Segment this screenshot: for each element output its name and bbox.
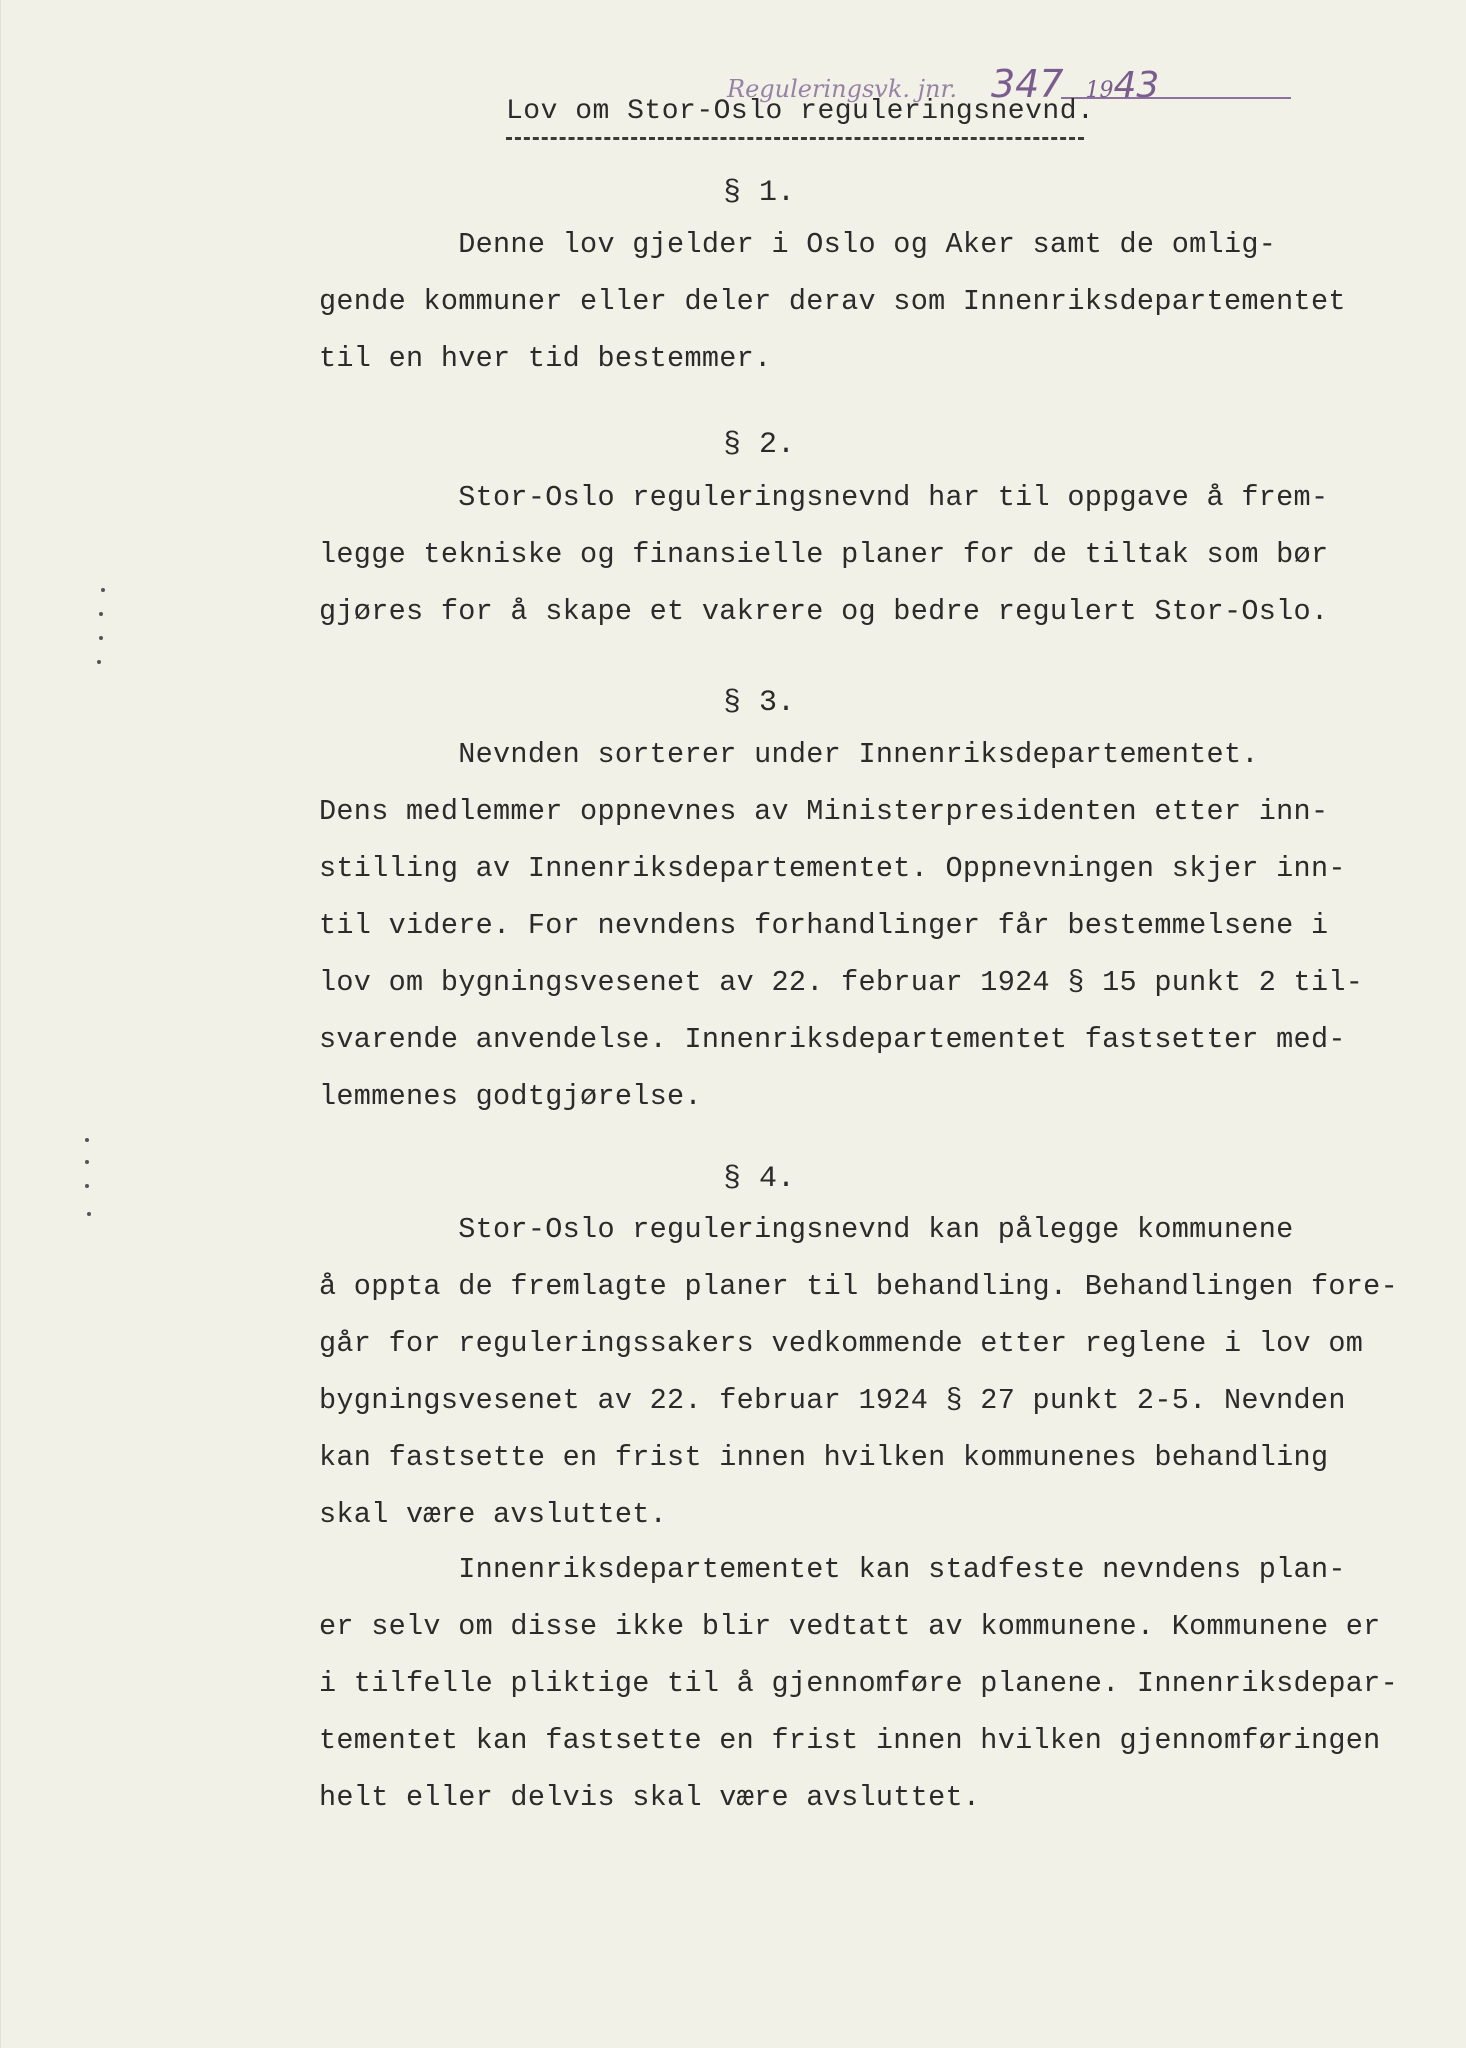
title-underline: [506, 137, 1084, 140]
punch-mark: [99, 636, 103, 640]
section-heading-4: § 4.: [723, 1162, 796, 1196]
text-line: Dens medlemmer oppnevnes av Ministerpresidenten etter inn-: [319, 795, 1329, 828]
punch-mark: [99, 612, 103, 616]
text-line: lov om bygningsvesenet av 22. februar 1924 § 15 punkt 2 til-: [319, 966, 1364, 999]
text-line: til en hver tid bestemmer.: [319, 342, 772, 375]
text-line: gjøres for å skape et vakrere og bedre regulert Stor-Oslo.: [319, 595, 1329, 628]
section-heading-3: § 3.: [723, 686, 796, 720]
text-line: legge tekniske og finansielle planer for de tiltak som bør: [319, 538, 1329, 571]
text-line: bygningsvesenet av 22. februar 1924 § 27 punkt 2-5. Nevnden: [319, 1384, 1346, 1417]
punch-mark: [101, 588, 105, 592]
text-line: svarende anvendelse. Innenriksdepartementet fastsetter med-: [319, 1023, 1346, 1056]
text-line: til videre. For nevndens forhandlinger får bestemmelsene i: [319, 909, 1329, 942]
text-line: skal være avsluttet.: [319, 1498, 668, 1531]
text-line: Innenriksdepartementet kan stadfeste nevndens plan-: [319, 1553, 1346, 1586]
section-2-paragraph-1: [319, 481, 1409, 652]
punch-mark: [85, 1138, 89, 1142]
text-line: Nevnden sorterer under Innenriksdepartementet.: [319, 738, 1259, 771]
stamp-year-suffix: 43: [1113, 65, 1160, 106]
stamp-underline: [1061, 97, 1291, 99]
stamp-text: Reguleringsvk. jnr.: [727, 75, 957, 103]
section-4-paragraph-2: [319, 1553, 1409, 1838]
punch-mark: [85, 1184, 89, 1188]
section-3-paragraph-1: [319, 738, 1409, 1137]
text-line: kan fastsette en frist innen hvilken kommunenes behandling: [319, 1441, 1329, 1474]
punch-mark: [97, 660, 101, 664]
section-1-paragraph-1: [319, 228, 1409, 399]
punch-mark: [87, 1212, 91, 1216]
text-line: tementet kan fastsette en frist innen hvilken gjennomføringen: [319, 1724, 1381, 1757]
text-line: Stor-Oslo reguleringsnevnd har til oppgave å frem-: [319, 481, 1329, 514]
text-line: lemmenes godtgjørelse.: [319, 1080, 702, 1113]
text-line: Denne lov gjelder i Oslo og Aker samt de omlig-: [319, 228, 1277, 261]
text-line: går for reguleringssakers vedkommende etter reglene i lov om: [319, 1327, 1364, 1360]
section-4-paragraph-1: [319, 1213, 1409, 1555]
stamp-number: 347: [990, 62, 1064, 106]
text-line: i tilfelle pliktige til å gjennomføre planene. Innenriksdepar-: [319, 1667, 1398, 1700]
text-line: er selv om disse ikke blir vedtatt av kommunene. Kommunene er: [319, 1610, 1381, 1643]
text-line: gende kommuner eller deler derav som Innenriksdepartementet: [319, 285, 1346, 318]
section-heading-2: § 2.: [723, 428, 796, 462]
text-line: helt eller delvis skal være avsluttet.: [319, 1781, 981, 1814]
stamp-year-prefix: 19: [1085, 78, 1114, 103]
document-title: Lov om Stor-Oslo reguleringsnevnd.: [506, 96, 1095, 127]
text-line: å oppta de fremlagte planer til behandling. Behandlingen fore-: [319, 1270, 1398, 1303]
text-line: stilling av Innenriksdepartementet. Oppnevningen skjer inn-: [319, 852, 1346, 885]
section-heading-1: § 1.: [723, 176, 796, 210]
punch-mark: [85, 1160, 89, 1164]
text-line: Stor-Oslo reguleringsnevnd kan pålegge kommunene: [319, 1213, 1294, 1246]
